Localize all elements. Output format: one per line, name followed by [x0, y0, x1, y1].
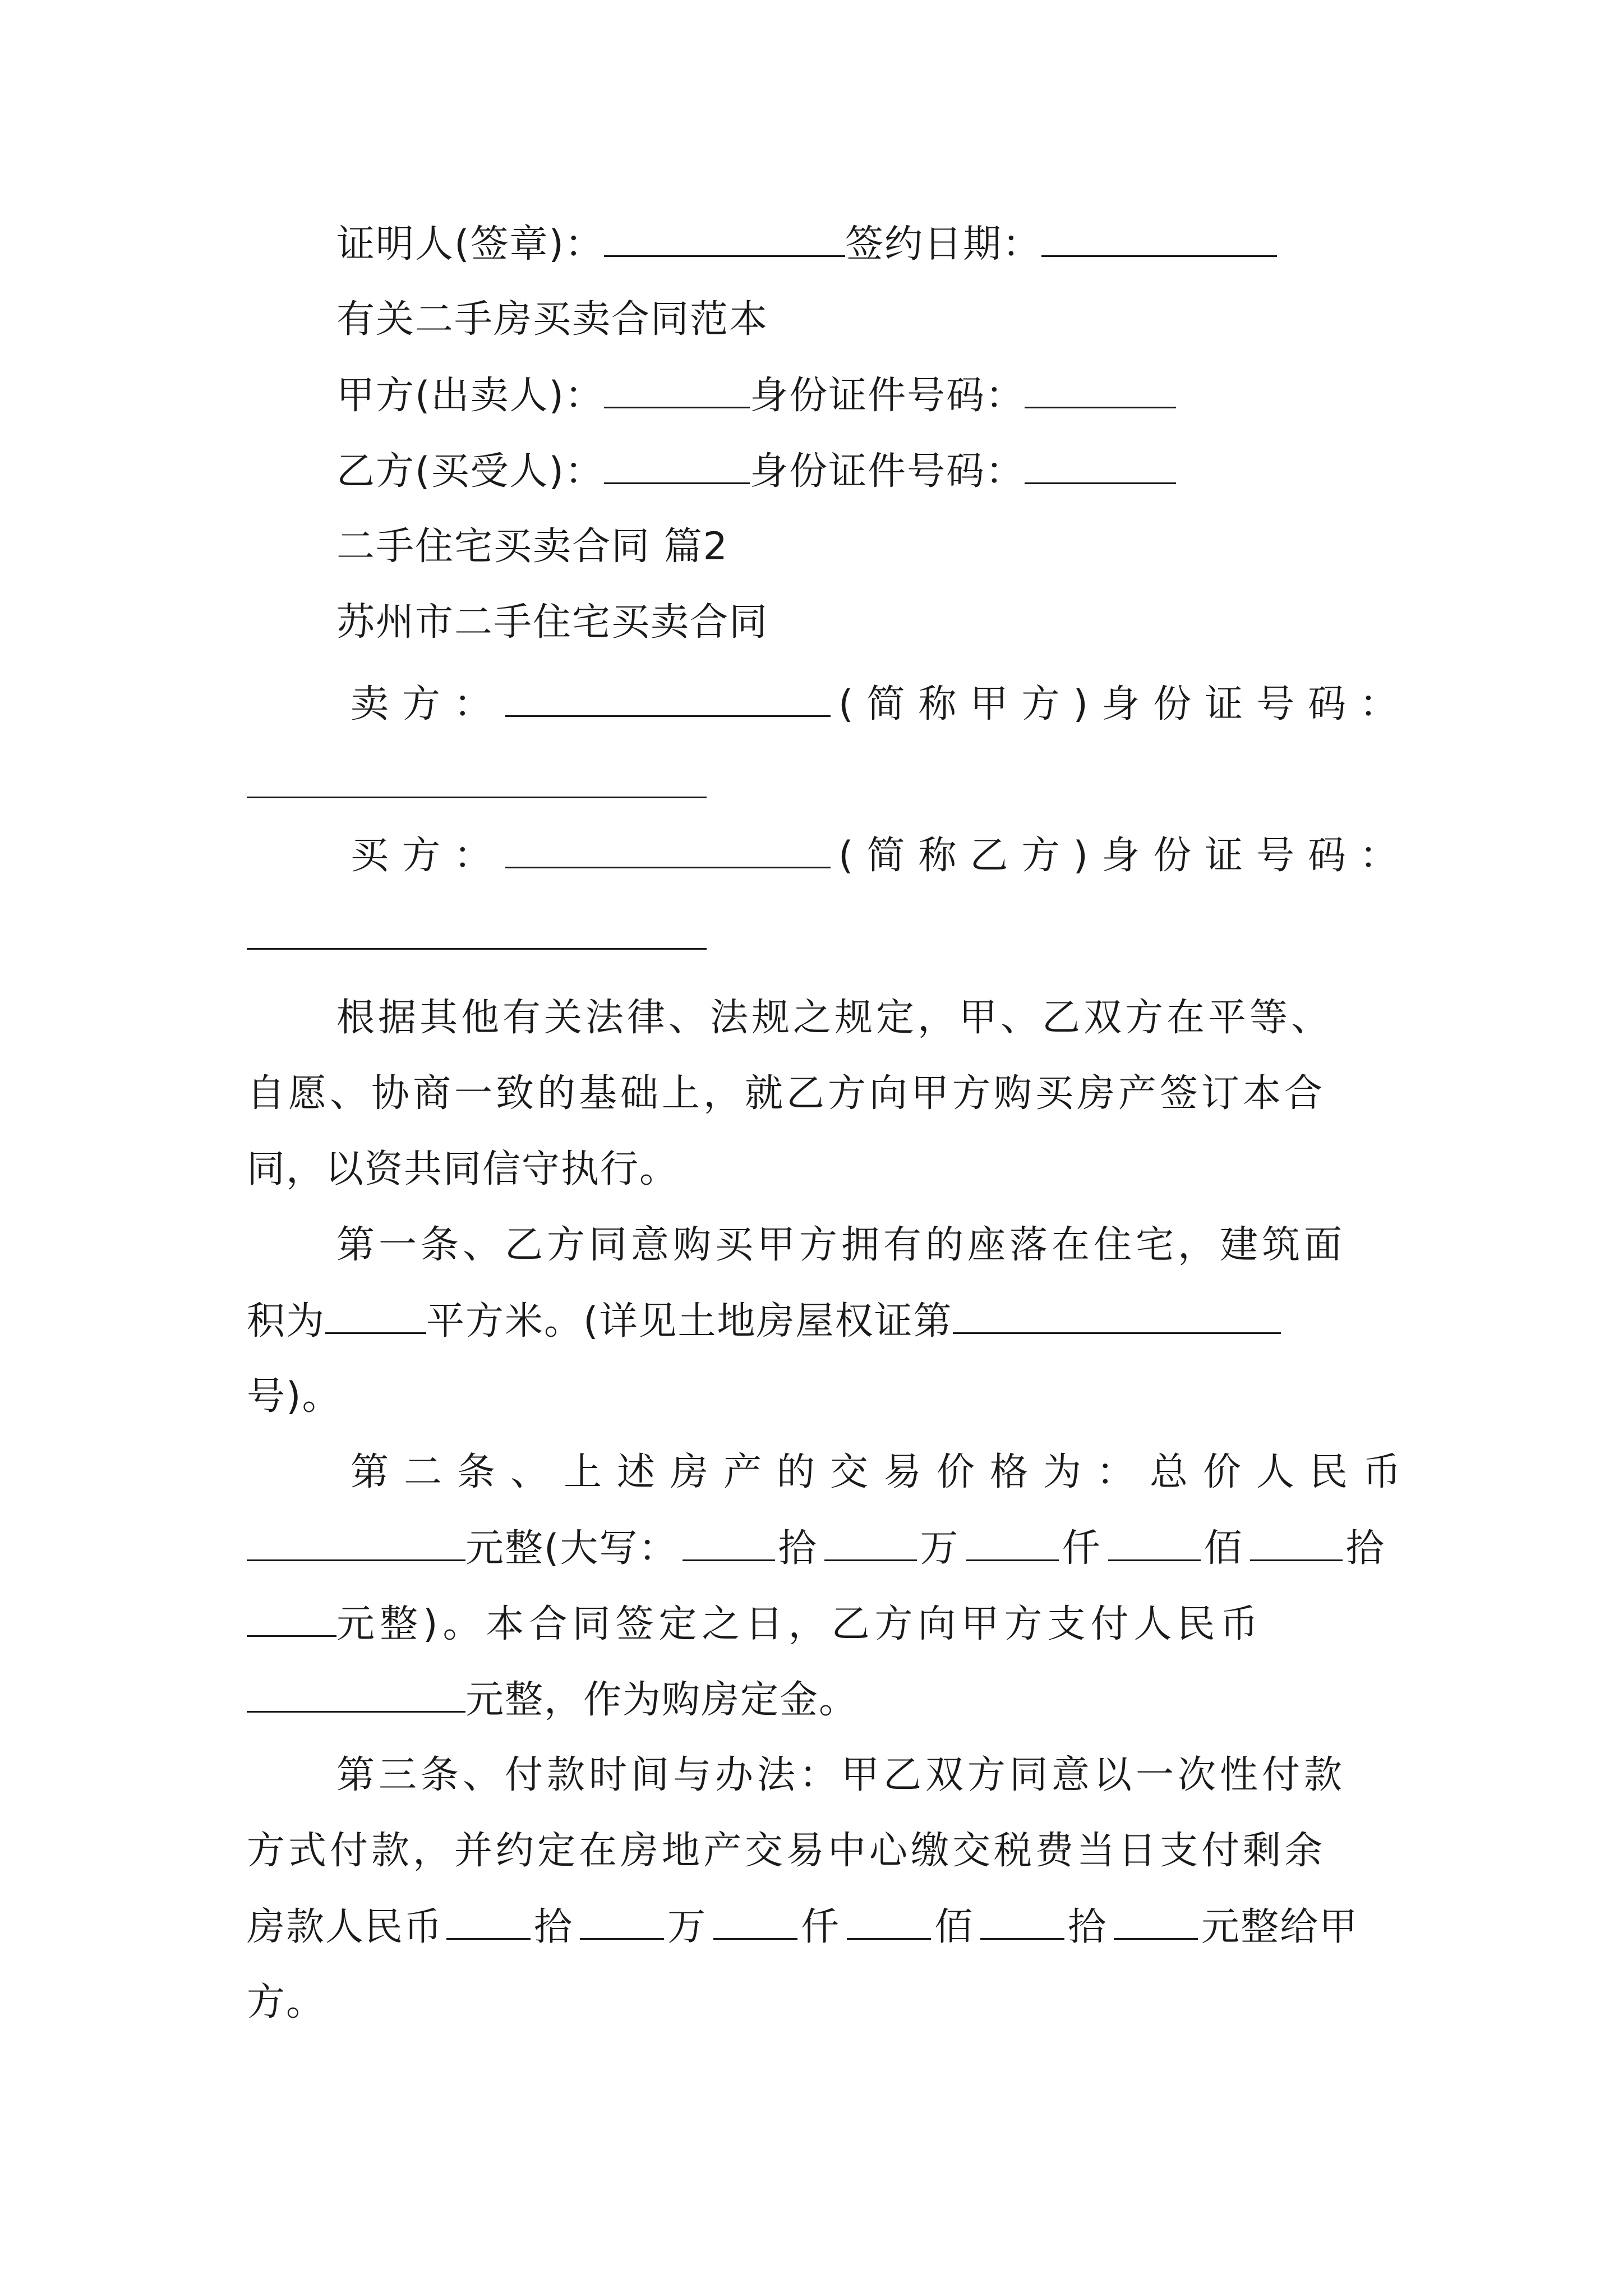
- price-caps-label: 元整(大写：: [465, 1526, 678, 1571]
- balance-unit-shi-2: 拾: [1068, 1905, 1108, 1949]
- caps-unit-shi-1: 拾: [778, 1526, 818, 1571]
- deposit-label: 元整，作为购房定金。: [465, 1678, 859, 1722]
- deposit-sentence: 元整)。本合同签定之日，乙方向甲方支付人民币: [336, 1602, 1264, 1646]
- article-1-line-2: [247, 1293, 1281, 1350]
- article-2-line-2: [247, 1520, 1385, 1577]
- article-3-line-3: [247, 1899, 1358, 1955]
- party-b-label: 乙方(买受人)：: [336, 449, 605, 494]
- party-a-id-blank: [1025, 367, 1176, 408]
- area-label: 积为: [247, 1299, 326, 1343]
- balance-blank-3: [713, 1899, 797, 1940]
- party-b-id-blank: [1025, 443, 1176, 484]
- caps-blank-6: [247, 1596, 336, 1637]
- balance-blank-1: [446, 1899, 531, 1940]
- caps-blank-4: [1108, 1520, 1201, 1561]
- contract-title: 苏州市二手住宅买卖合同: [336, 600, 769, 645]
- balance-unit-qian: 仟: [801, 1905, 841, 1949]
- price-blank: [247, 1520, 465, 1561]
- seller-blank: [505, 676, 831, 717]
- article-3-line-1: 第三条、付款时间与办法：甲乙双方同意以一次性付款: [336, 1753, 1347, 1797]
- buyer-line: [351, 827, 1411, 884]
- party-a-label: 甲方(出卖人)：: [336, 374, 605, 418]
- buyer-id-blank: [247, 948, 707, 950]
- sign-date-label: 签约日期：: [845, 222, 1042, 266]
- contract-title-sample: 有关二手房买卖合同范本: [336, 297, 769, 342]
- party-b-id-label: 身份证件号码：: [750, 449, 1025, 494]
- balance-blank-2: [580, 1899, 664, 1940]
- buyer-label: 买方：: [351, 834, 506, 878]
- witness-line: [336, 216, 1277, 273]
- balance-blank-5: [980, 1899, 1064, 1940]
- deed-label: 平方米。(详见土地房屋权证第: [426, 1299, 953, 1343]
- party-a-blank: [604, 367, 750, 408]
- article-1-line-1: 第一条、乙方同意购买甲方拥有的座落在住宅，建筑面: [336, 1223, 1347, 1267]
- balance-label: 房款人民币: [247, 1905, 444, 1949]
- party-b-line: [336, 443, 1176, 500]
- caps-unit-shi-2: 拾: [1345, 1526, 1385, 1571]
- section-heading: 二手住宅买卖合同 篇2: [336, 524, 728, 569]
- seller-line: [351, 676, 1411, 733]
- area-blank: [325, 1293, 426, 1334]
- balance-unit-bai: 佰: [934, 1905, 974, 1949]
- witness-blank: [604, 216, 845, 257]
- article-2-line-3: [247, 1596, 1264, 1653]
- balance-end-label: 元整给甲: [1201, 1905, 1359, 1949]
- party-a-line: [336, 367, 1176, 424]
- balance-blank-6: [1114, 1899, 1198, 1940]
- seller-id-blank: [247, 797, 707, 798]
- seller-id-label: (简称甲方)身份证号码：: [838, 682, 1412, 726]
- balance-unit-wan: 万: [667, 1905, 707, 1949]
- preamble-line-3: 同，以资共同信守执行。: [247, 1147, 679, 1191]
- caps-unit-qian: 仟: [1062, 1526, 1101, 1571]
- caps-blank-2: [824, 1520, 917, 1561]
- article-3-line-4: 方。: [247, 1980, 326, 2024]
- caps-unit-wan: 万: [920, 1526, 960, 1571]
- party-a-id-label: 身份证件号码：: [750, 374, 1025, 418]
- seller-label: 卖方：: [351, 682, 506, 726]
- article-2-line-4: [247, 1672, 858, 1728]
- caps-blank-5: [1250, 1520, 1343, 1561]
- preamble-line-1: 根据其他有关法律、法规之规定，甲、乙双方在平等、: [336, 996, 1333, 1040]
- caps-blank-3: [966, 1520, 1059, 1561]
- preamble-line-2: 自愿、协商一致的基础上，就乙方向甲方购买房产签订本合: [247, 1071, 1326, 1116]
- article-2-line-1: 第二条、上述房产的交易价格为：总价人民币: [351, 1450, 1417, 1494]
- buyer-id-label: (简称乙方)身份证号码：: [838, 834, 1412, 878]
- witness-label: 证明人(签章)：: [336, 222, 605, 266]
- balance-unit-shi-1: 拾: [534, 1905, 574, 1949]
- balance-blank-4: [847, 1899, 931, 1940]
- deposit-blank: [247, 1672, 465, 1713]
- deed-number-blank: [953, 1293, 1281, 1334]
- buyer-blank: [505, 827, 831, 868]
- article-3-line-2: 方式付款，并约定在房地产交易中心缴交税费当日支付剩余: [247, 1829, 1326, 1873]
- caps-unit-bai: 佰: [1204, 1526, 1243, 1571]
- article-1-line-3: 号)。: [247, 1374, 342, 1419]
- caps-blank-1: [683, 1520, 775, 1561]
- party-b-blank: [604, 443, 750, 484]
- sign-date-blank: [1041, 216, 1277, 257]
